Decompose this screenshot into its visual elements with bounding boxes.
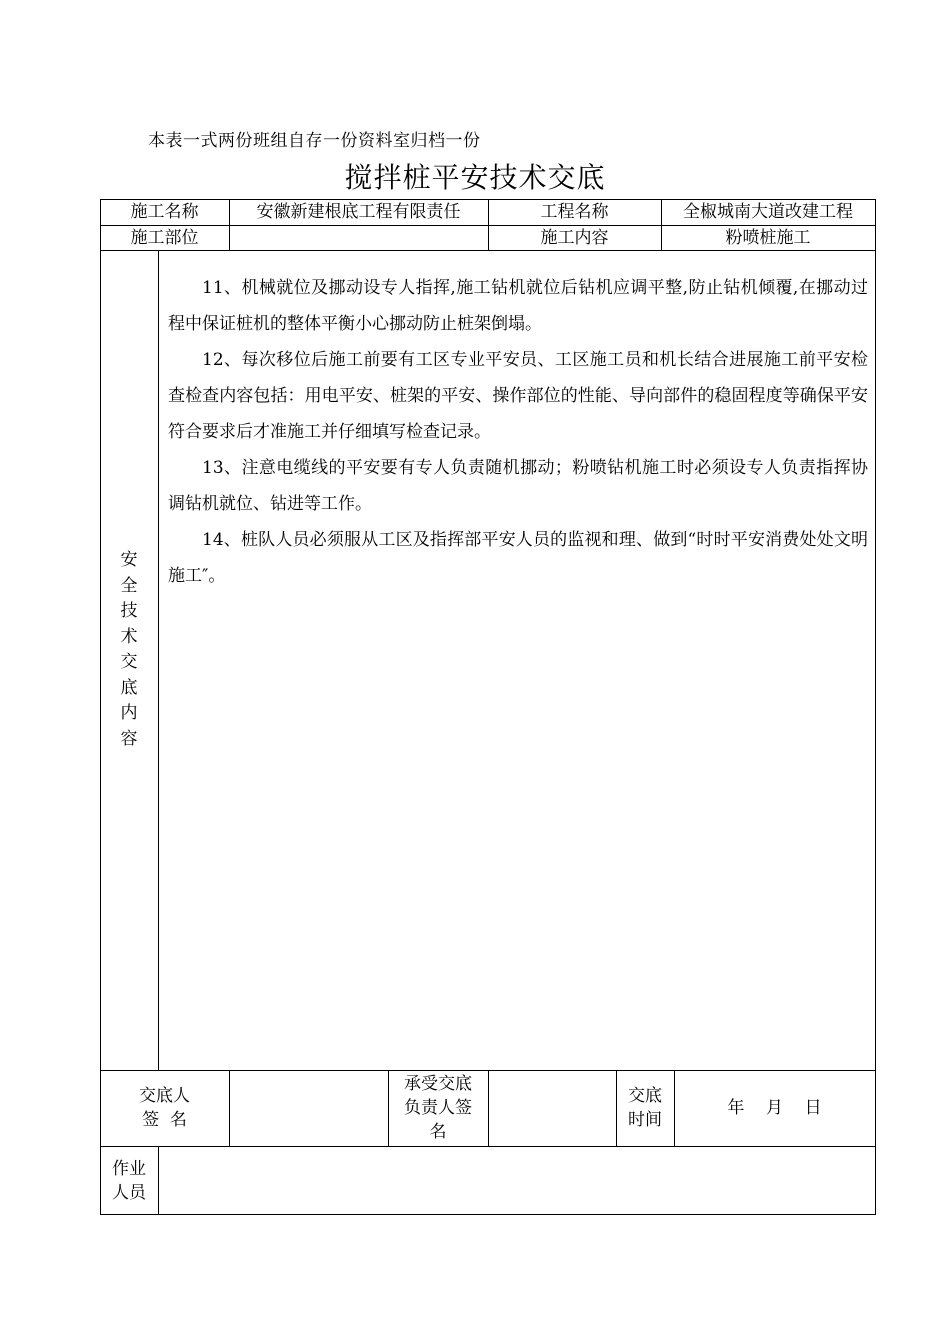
construction-name-label: 施工名称: [130, 202, 199, 222]
disclosure-content: [168, 270, 868, 594]
discloser-label-line: 交底人: [139, 1086, 190, 1106]
disclosure-time-label: [616, 1070, 674, 1146]
workers-label-line: 人员: [112, 1182, 146, 1203]
time-label-line: 时间: [628, 1110, 662, 1130]
receiver-signature-field[interactable]: [488, 1070, 616, 1146]
disclosure-paragraph: 13、注意电缆线的平安要有专人负责随机挪动；粉喷钻机施工时必须设专人负责指挥协调钻机就位、钻进等工作。: [168, 458, 868, 514]
disclosure-date-field[interactable]: 年 月 日: [727, 1098, 822, 1118]
disclosure-paragraph: 14、桩队人员必须服从工区及指挥部平安人员的监视和理、做到“时时平安消费处处文明施工″。: [168, 530, 868, 586]
construction-part-label: 施工部位: [130, 227, 199, 248]
safety-disclosure-section-label: 安 全 技 术 交 底 内 容: [120, 550, 138, 749]
page-title: 搅拌桩平安技术交底: [344, 161, 606, 194]
discloser-label-line: 签 名: [142, 1110, 187, 1130]
row-divider: [100, 250, 876, 251]
column-divider: [158, 250, 159, 1070]
workers-label-line: 作业: [112, 1158, 146, 1179]
receiver-label-line: 名: [429, 1122, 447, 1142]
workers-field[interactable]: [158, 1146, 875, 1215]
disclosure-paragraph: 12、每次移位后施工前要有工区专业平安员、工区施工员和机长结合进展施工前平安检查检查内容包括：用电平安、桩架的平安、操作部位的性能、导向部件的稳固程度等确保平安符合要求后才准施工并仔细填写检查记录。: [168, 350, 868, 442]
project-name-label: 工程名称: [540, 202, 609, 222]
receiver-label-line: 负责人签: [404, 1098, 472, 1118]
receiver-signature-label: [388, 1070, 488, 1146]
time-label-line: 交底: [628, 1086, 662, 1106]
disclosure-paragraph: 11、机械就位及挪动设专人指挥,施工钻机就位后钻机应调平整,防止钻机倾覆,在挪动过程中保证桩机的整体平衡小心挪动防止桩架倒塌。: [168, 278, 868, 334]
construction-content-value: 粉喷桩施工: [725, 227, 811, 248]
discloser-signature-label: [100, 1070, 229, 1146]
construction-part-value: [229, 225, 488, 250]
receiver-label-line: 承受交底: [404, 1074, 472, 1094]
construction-content-label: 施工内容: [540, 227, 609, 248]
workers-label: [100, 1146, 158, 1215]
construction-name-value: 安徽新建根底工程有限责任: [256, 202, 461, 222]
discloser-signature-field[interactable]: [229, 1070, 388, 1146]
archive-note: 本表一式两份班组自存一份资料室归档一份: [148, 131, 481, 151]
project-name-value: 全椒城南大道改建工程: [683, 202, 853, 222]
